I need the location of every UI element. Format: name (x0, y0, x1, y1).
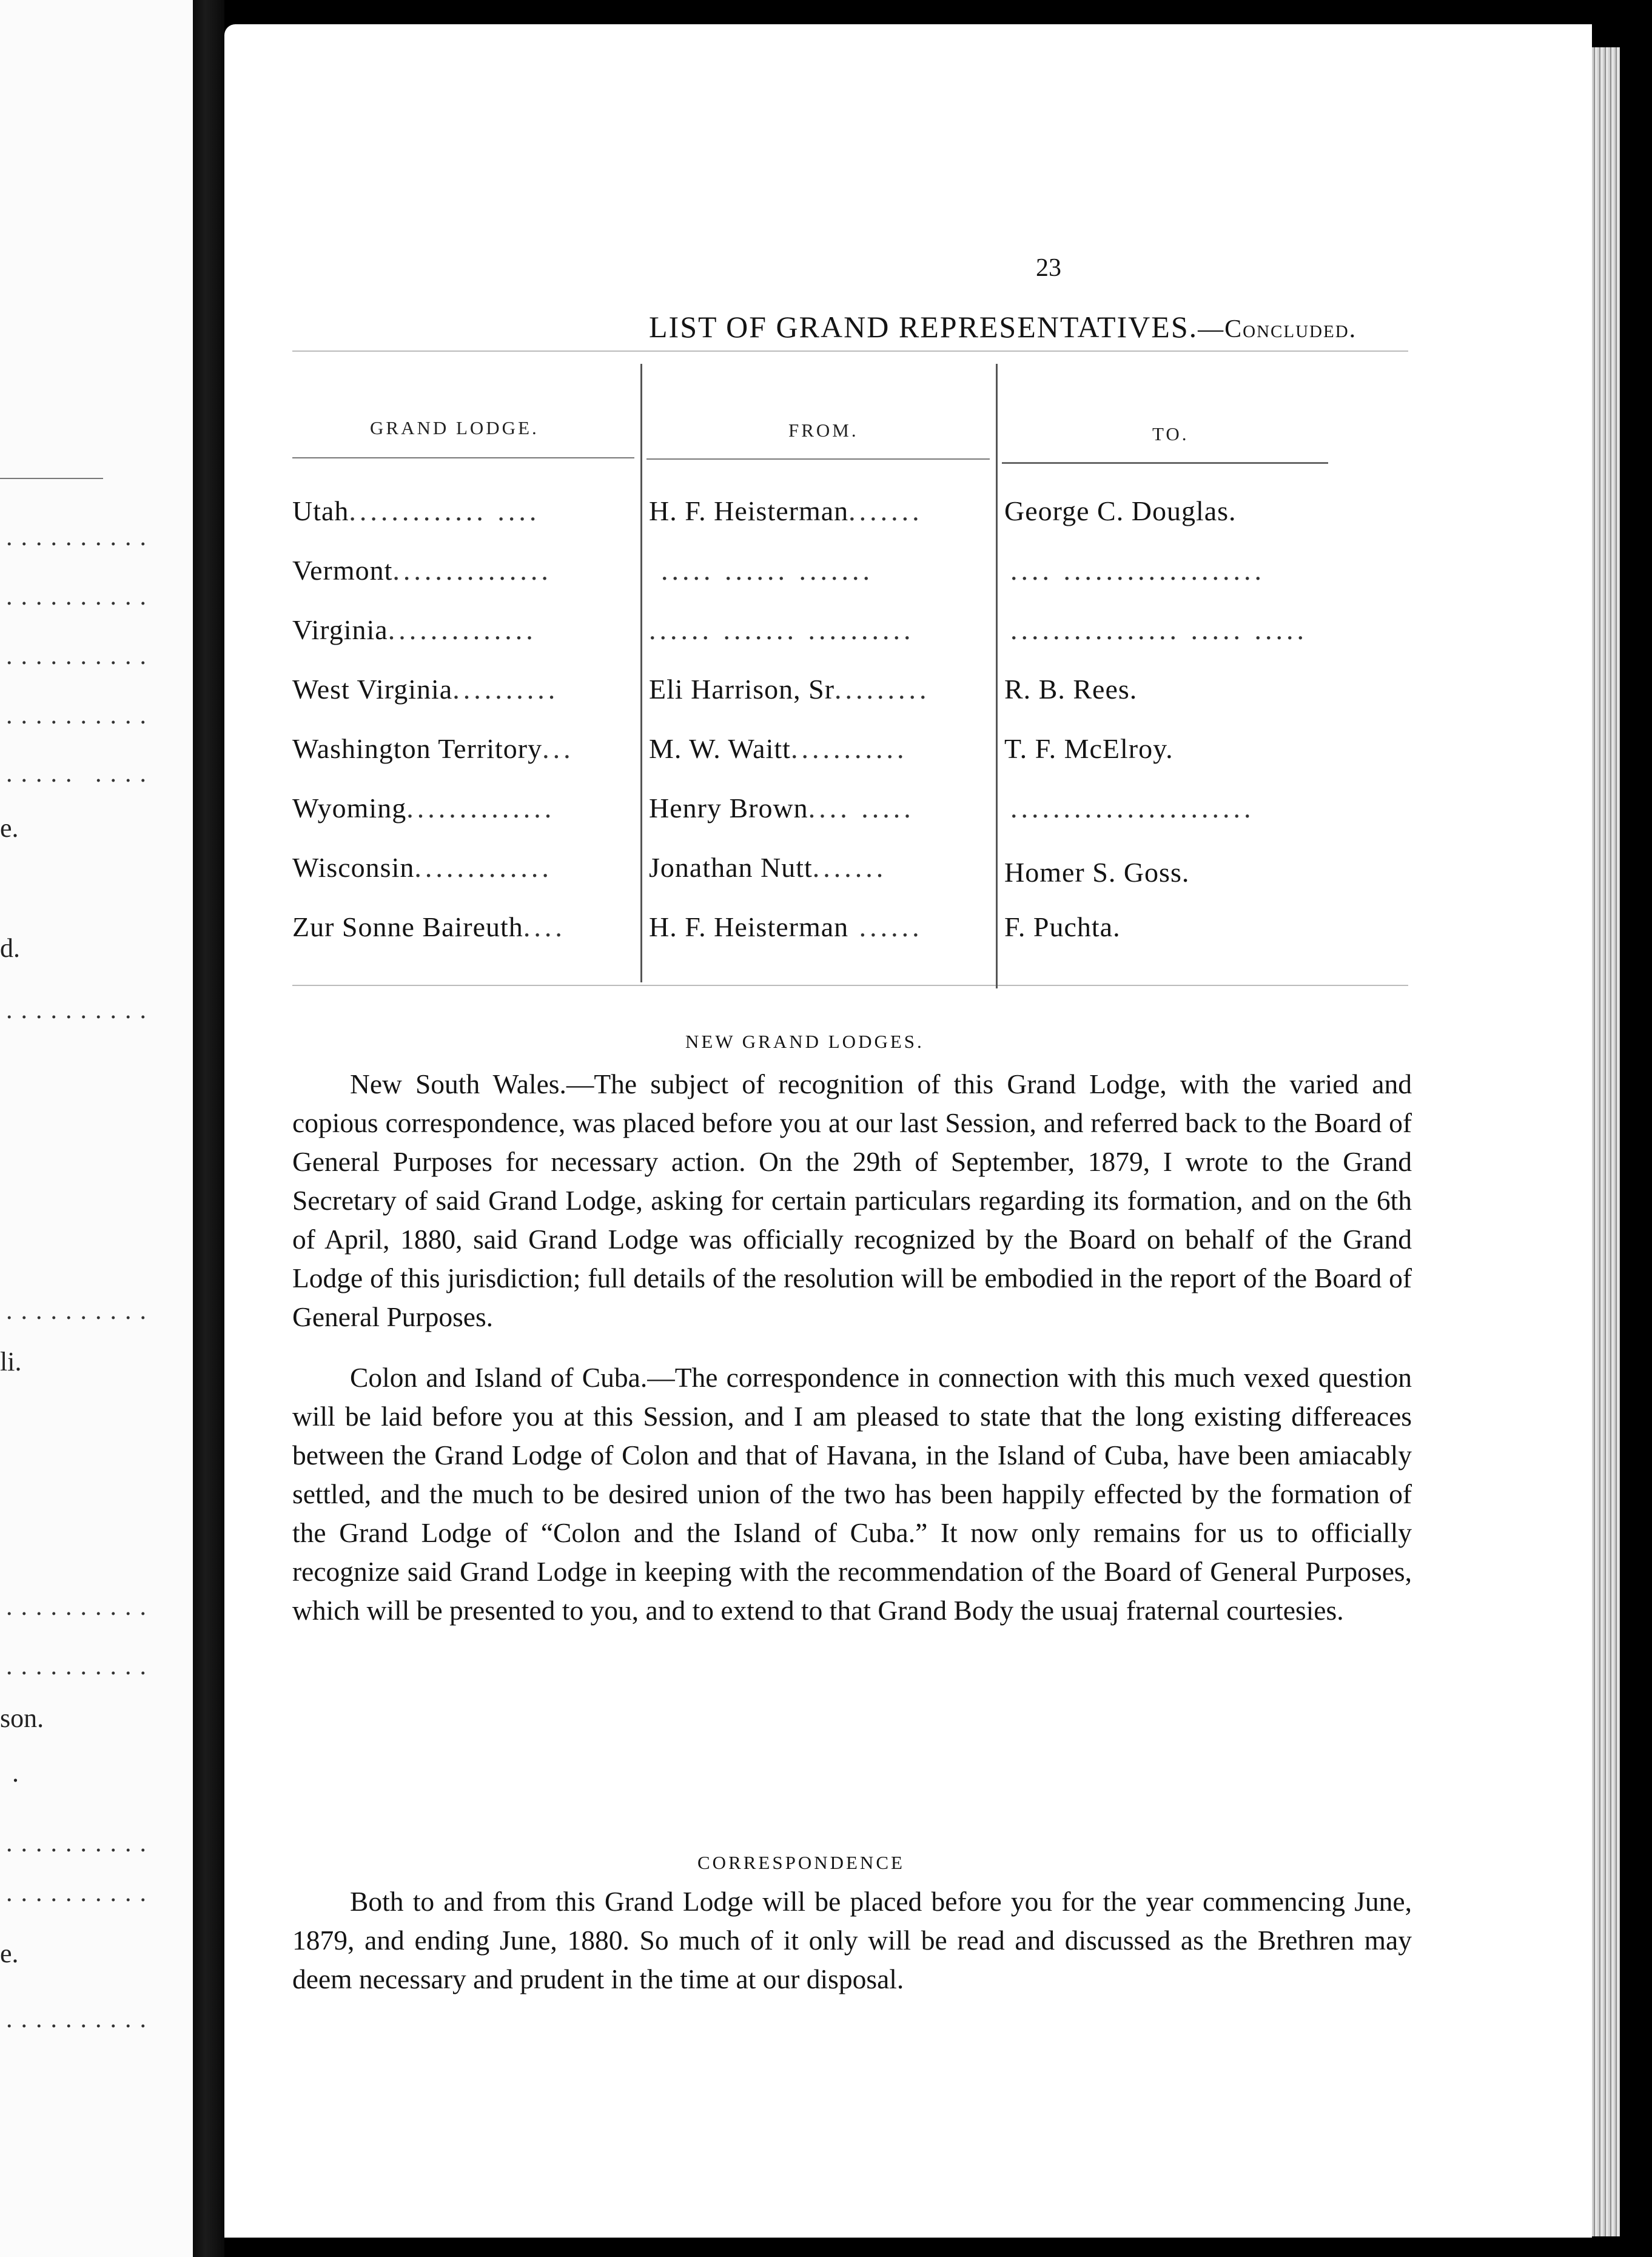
grand-lodge-cell (292, 614, 638, 646)
facing-page-leader: .......... (6, 996, 155, 1024)
from-name: M. W. Waitt (649, 733, 791, 764)
facing-page-fragment: e. (0, 813, 19, 843)
section-heading-correspondence: CORRESPONDENCE (697, 1852, 905, 1873)
facing-page-fragment: e. (0, 1939, 19, 1968)
dot-leader: ............. .... (349, 495, 540, 526)
facing-page-rule (0, 478, 103, 479)
to-cell (1004, 673, 1392, 705)
section-correspondence (292, 1882, 1412, 1999)
dot-leader: ...... ....... .......... (649, 614, 915, 645)
facing-page-sliver (0, 0, 193, 2257)
to-cell (1004, 495, 1392, 527)
dot-leader: .... (523, 911, 566, 942)
to-name: T. F. McElroy. (1004, 733, 1174, 764)
grand-lodge-cell (292, 554, 638, 586)
to-name: R. B. Rees. (1004, 674, 1138, 705)
column-header-from: FROM. (788, 420, 859, 441)
grand-lodge-name: Vermont (292, 555, 393, 586)
to-cell (1010, 792, 1392, 824)
facing-page-leader: .......... (6, 1879, 155, 1907)
from-name: Eli Harrison, Sr (649, 674, 835, 705)
dot-leader: .............. (388, 614, 537, 645)
dot-leader: .... ..... (808, 793, 915, 823)
to-name: Homer S. Goss. (1004, 857, 1190, 888)
dot-leader: ....................... (1010, 793, 1255, 823)
to-cell (1004, 856, 1392, 888)
book-gutter (193, 0, 224, 2257)
facing-page-leader: ..... .... (6, 760, 155, 788)
to-name: F. Puchta. (1004, 911, 1121, 942)
from-cell (649, 495, 993, 527)
dot-leader: .............. (406, 793, 556, 823)
from-cell (649, 733, 993, 765)
dot-leader: ............. (414, 852, 552, 883)
grand-lodge-cell (292, 495, 638, 527)
to-name: George C. Douglas. (1004, 495, 1237, 526)
grand-lodge-cell (292, 851, 638, 884)
dot-leader: ....... (848, 495, 923, 526)
section-new-grand-lodges (292, 1065, 1412, 1630)
page-title-main: LIST OF GRAND REPRESENTATIVES. (649, 310, 1198, 344)
facing-page-fragment: li. (0, 1347, 22, 1377)
grand-lodge-cell (292, 792, 638, 824)
page-title-suffix: —Concluded. (1198, 315, 1357, 343)
facing-page-fragment: . (12, 1758, 19, 1788)
dot-leader: ....... (812, 852, 887, 883)
dot-leader: ............... (392, 555, 552, 586)
from-cell (649, 673, 993, 705)
from-name: H. F. Heisterman (649, 911, 849, 942)
from-name: Henry Brown (649, 793, 808, 823)
dot-leader: .... ................... (1010, 555, 1265, 586)
facing-page-leader: .......... (6, 702, 155, 729)
from-name: Jonathan Nutt (649, 852, 813, 883)
from-cell (649, 911, 993, 943)
dot-leader: ......... (834, 674, 930, 705)
facing-page-leader: .......... (6, 1297, 155, 1325)
facing-page-leader: .......... (6, 2005, 155, 2033)
from-cell (649, 614, 993, 646)
paragraph-new-south-wales: New South Wales.—The subject of recognition of this Grand Lodge, with the varied and copious correspondence, was placed before you at our last Session, and referred back to the Board of General Purposes for necessary action. On the 29th of September, 1879, I wrote to the Grand Secretary of said Grand Lodge, asking for certain particulars regarding its formation, and on the 6th of April, 1880, said Grand Lodge was officially recognized by the Board on behalf of the Grand Lodge of this jurisdiction; full details of the resolution will be embodied in the report of the Board of General Purposes. (292, 1068, 1412, 1332)
facing-page-leader: .......... (6, 1593, 155, 1621)
column-header-to: TO. (1152, 423, 1189, 444)
grand-lodge-cell (292, 733, 638, 765)
table-header-rule (646, 458, 990, 460)
table-bottom-rule (292, 985, 1408, 986)
table-column-divider (640, 364, 642, 982)
facing-page-leader: .......... (6, 583, 155, 611)
section-heading-new-grand-lodges: NEW GRAND LODGES. (685, 1031, 924, 1052)
facing-page-leader: .......... (6, 523, 155, 551)
dot-leader: .......... (452, 674, 559, 705)
table-top-rule (292, 350, 1408, 352)
dot-leader: ..... ...... ....... (661, 555, 873, 586)
facing-page-fragment: d. (0, 933, 20, 963)
column-header-grand-lodge: GRAND LODGE. (370, 417, 539, 438)
to-cell (1004, 911, 1392, 943)
from-cell (649, 792, 993, 824)
facing-page-fragment: son. (0, 1703, 44, 1733)
grand-lodge-name: Wisconsin (292, 852, 415, 883)
page-edge-stack (1592, 47, 1620, 2236)
facing-page-leader: .......... (6, 642, 155, 670)
grand-lodge-name: Washington Territory (292, 733, 543, 764)
grand-lodge-name: Zur Sonne Baireuth (292, 911, 523, 942)
grand-lodge-name: West Virginia (292, 674, 453, 705)
from-cell (661, 554, 993, 586)
facing-page-leader: .......... (6, 1652, 155, 1680)
table-header-rule (1002, 462, 1328, 464)
paragraph-colon-cuba: Colon and Island of Cuba.—The correspondence in connection with this much vexed question will be laid before you at this Session, and I am pleased to state that the long existing differeaces between the Grand Lodge of Colon and that of Havana, in the Island of Cuba, have been amiacably settled, and the much to be desired union of the two has been happily effected by the formation of the Grand Lodge of “Colon and the Island of Cuba.” It now only remains for us to officially recognize said Grand Lodge in keeping with the recommendation of the Board of General Purposes, which will be presented to you, and to extend to that Grand Body the usuaj fraternal courtesies. (292, 1362, 1412, 1626)
table-header-rule (292, 457, 634, 458)
grand-lodge-name: Virginia (292, 614, 388, 645)
to-cell (1010, 614, 1392, 646)
grand-lodge-cell (292, 673, 638, 705)
book-page (224, 24, 1592, 2238)
dot-leader: ...... (848, 911, 923, 942)
from-cell (649, 851, 993, 884)
dot-leader: ................ ..... ..... (1010, 614, 1308, 645)
to-cell (1004, 733, 1392, 765)
paragraph-correspondence: Both to and from this Grand Lodge will be placed before you for the year commencing June, 1879, and ending June, 1880. So much of it only will be read and discussed as the Brethren may deem necessary and prudent in the time at our disposal. (292, 1886, 1412, 1994)
grand-lodge-name: Wyoming (292, 793, 407, 823)
dot-leader: ........... (790, 733, 908, 764)
from-name: H. F. Heisterman (649, 495, 849, 526)
dot-leader: ... (542, 733, 574, 764)
page-title (649, 309, 1357, 344)
to-cell (1010, 554, 1392, 586)
facing-page-leader: .......... (6, 1829, 155, 1857)
page-number: 23 (1036, 254, 1061, 282)
grand-lodge-name: Utah (292, 495, 349, 526)
grand-lodge-cell (292, 911, 638, 943)
table-column-divider (996, 364, 998, 988)
